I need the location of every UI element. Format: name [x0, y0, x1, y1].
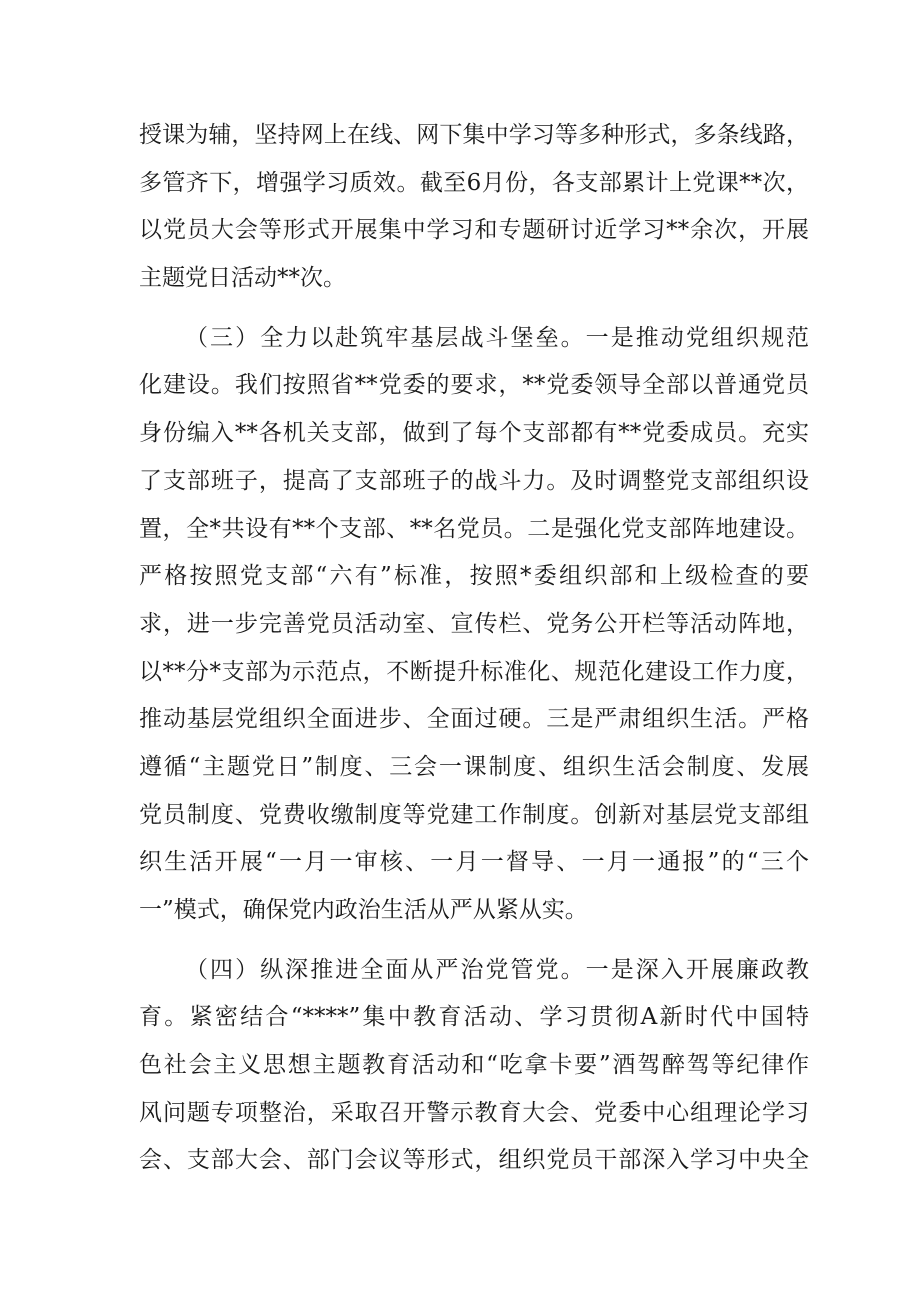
text-line: 遵循“主题党日”制度、三会一课制度、组织生活会制度、发展	[139, 753, 809, 780]
text-line: 化建设。我们按照省**党委的要求，**党委领导全部以普通党员	[139, 372, 809, 399]
paragraph-gap	[139, 935, 809, 947]
text-line: 了支部班子，提高了支部班子的战斗力。及时调整党支部组织设	[139, 467, 809, 494]
text-line: 置，全*共设有**个支部、**名党员。二是强化党支部阵地建设。	[139, 515, 809, 542]
text-line: 风问题专项整治，采取召开警示教育大会、党委中心组理论学习	[139, 1099, 809, 1126]
text-line: 育。紧密结合“****”集中教育活动、学习贯彻A新时代中国特	[139, 1004, 809, 1031]
text-line: 多管齐下，增强学习质效。截至6月份，各支部累计上党课**次，	[139, 169, 809, 196]
text-line: 推动基层党组织全面进步、全面过硬。三是严肃组织生活。严格	[139, 706, 809, 733]
text-line: 织生活开展“一月一审核、一月一督导、一月一通报”的“三个	[139, 849, 809, 876]
paragraph-2	[139, 315, 809, 935]
text-line: 身份编入**各机关支部，做到了每个支部都有**党委成员。充实	[139, 420, 809, 447]
paragraph-1	[139, 112, 809, 303]
document-body	[139, 112, 809, 1185]
paragraph-gap	[139, 303, 809, 315]
text-line: 会、支部大会、部门会议等形式，组织党员干部深入学习中央全	[139, 1147, 809, 1174]
text-line: 以党员大会等形式开展集中学习和专题研讨近学习**余次，开展	[139, 217, 809, 244]
text-line: 党员制度、党费收缴制度等党建工作制度。创新对基层党支部组	[139, 801, 809, 828]
text-line: 严格按照党支部“六有”标准，按照*委组织部和上级检查的要	[139, 563, 809, 590]
text-line: 主题党日活动**次。	[139, 265, 346, 292]
text-line: （三）全力以赴筑牢基层战斗堡垒。一是推动党组织规范	[185, 324, 809, 351]
paragraph-3	[139, 947, 809, 1185]
text-line: 色社会主义思想主题教育活动和“吃拿卡要”酒驾醉驾等纪律作	[139, 1052, 809, 1079]
text-line: （四）纵深推进全面从严治党管党。一是深入开展廉政教	[185, 956, 809, 983]
text-line: 求，进一步完善党员活动室、宣传栏、党务公开栏等活动阵地，	[139, 610, 809, 637]
text-line: 授课为辅，坚持网上在线、网下集中学习等多种形式，多条线路，	[139, 122, 809, 148]
text-line: 一”模式，确保党内政治生活从严从紧从实。	[139, 897, 588, 923]
text-line: 以**分*支部为示范点，不断提升标准化、规范化建设工作力度，	[139, 658, 809, 685]
